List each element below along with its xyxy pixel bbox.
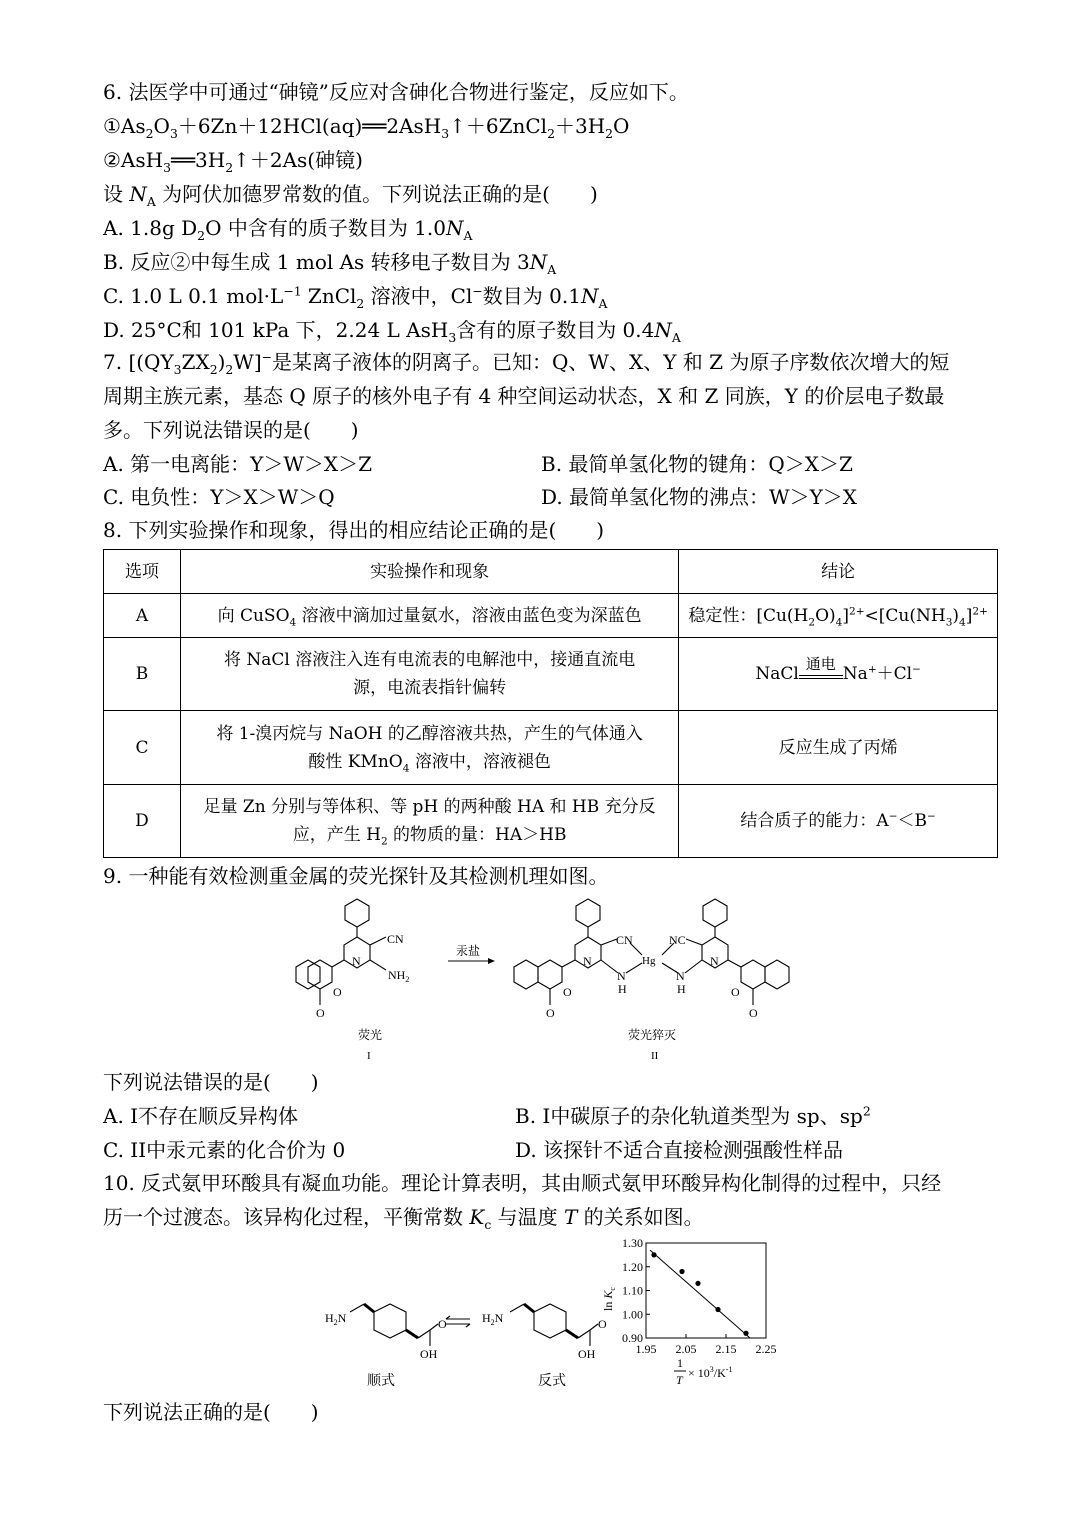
row-operation: 足量 Zn 分别与等体积、等 pH 的两种酸 HA 和 HB 充分反 应，产生 $H_2$ 的物质的量：HA＞HB (180, 785, 678, 858)
hg-label: Hg (642, 955, 656, 967)
x-tick-label: 2.15 (715, 1342, 737, 1356)
reagent-label: 汞盐 (456, 944, 481, 958)
q6-reaction-2: $②AsH_3══3H_2↑+2As$(砷镜) (103, 148, 363, 175)
data-point (743, 1331, 748, 1336)
arrow-head-icon (488, 958, 495, 964)
header-operation: 实验操作和现象 (180, 550, 678, 594)
plot-frame (646, 1243, 766, 1338)
caption-ii: II (651, 1050, 659, 1062)
y-tick-label: 0.90 (622, 1331, 643, 1345)
table-row (104, 785, 998, 858)
nc-label: NC (669, 933, 686, 947)
q7-option-d: D. 最简单氢化物的沸点：W＞Y＞X (541, 485, 858, 509)
q10-isomer-figure (320, 1290, 620, 1390)
q9-mechanism-figure (290, 893, 810, 1068)
h-label: H (618, 982, 627, 996)
q6-option-a: A. 1.8g $D_2O$ 中含有的质子数目为 $1.0N_A$ (103, 216, 473, 243)
header-option: 选项 (104, 550, 181, 594)
row-conclusion: 结合质子的能力：A−＜B− (679, 785, 998, 858)
oh-label: OH (578, 1347, 596, 1361)
y-tick-label: 1.20 (622, 1259, 643, 1274)
row-conclusion: 稳定性：$[Cu(H_2O)_4]^{2+}<[Cu(NH_3)_4]^{2+}$ (679, 594, 998, 638)
row-option: A (104, 594, 181, 638)
caption-quenched: 荧光猝灭 (628, 1028, 677, 1042)
q9-ask: 下列说法错误的是( ) (103, 1070, 319, 1094)
q6-option-c: C. 1.0 L 0.1 $mol\cdot L^{-1}$ ZnCl$_2$ 溶液中，Cl−数目为 $0.1N_A$ (103, 283, 608, 311)
o-label: O (438, 1317, 447, 1331)
q10-lnk-chart (590, 1235, 790, 1395)
row-option: D (104, 785, 181, 858)
q9-option-b: B. I中碳原子的杂化轨道类型为 sp、$sp^2$ (515, 1103, 871, 1128)
y-axis-label: $\ln K_c$ (601, 1287, 617, 1311)
q6-na-statement: 设 $N_A$ 为阿伏加德罗常数的值。下列说法正确的是( ) (103, 182, 598, 209)
row-operation: 将 NaCl 溶液注入连有电流表的电解池中，接通直流电 源，电流表指针偏转 (180, 638, 678, 711)
o-label: O (563, 985, 572, 999)
row-operation: 向 CuSO$_4$ 溶液中滴加过量氨水，溶液由蓝色变为深蓝色 (180, 594, 678, 638)
o-label: O (546, 1006, 555, 1020)
o-label: O (598, 1317, 607, 1331)
o-label: O (333, 985, 342, 999)
q7-stem-line-1: 7. $[(QY_3ZX_2)_2W]^-$是某离子液体的阴离子。已知：Q、W、X、Y 和 Z 为原子序数依次增大的短 (103, 349, 950, 377)
data-point (651, 1252, 656, 1257)
q6-stem: 6. 法医学中可通过“砷镜”反应对含砷化合物进行鉴定，反应如下。 (103, 80, 689, 104)
caption-fluorescence: 荧光 (358, 1028, 383, 1042)
x-tick-label: 1.95 (635, 1342, 657, 1356)
table-row (104, 711, 998, 785)
row-operation: 将 1-溴丙烷与 NaOH 的乙醇溶液共热，产生的气体通入 酸性 KMnO$_4$ 溶液中，溶液褪色 (180, 711, 678, 785)
x-axis-label (674, 1356, 732, 1387)
row-option: B (104, 638, 181, 711)
y-tick-label: 1.10 (622, 1283, 643, 1298)
q6-option-d: D. 25°C和 101 kPa 下，2.24 L AsH$_3$含有的原子数目为 $0.4N_A$ (103, 318, 681, 345)
h2n-label: $H_2N$ (325, 1311, 347, 1327)
data-point (679, 1269, 684, 1274)
y-tick-label: 1.00 (622, 1307, 643, 1322)
q8-stem: 8. 下列实验操作和现象，得出的相应结论正确的是( ) (103, 518, 605, 542)
fit-line (650, 1250, 750, 1338)
q7-option-b: B. 最简单氢化物的键角：Q＞X＞Z (541, 452, 853, 476)
header-conclusion: 结论 (679, 550, 998, 594)
q9-option-c: C. II中汞元素的化合价为 0 (103, 1138, 346, 1162)
x-tick-label: 2.05 (675, 1342, 697, 1356)
n-label: N (617, 969, 626, 983)
q10-ask: 下列说法正确的是( ) (103, 1400, 319, 1424)
q7-stem-line-3: 多。下列说法错误的是( ) (103, 418, 359, 442)
row-conclusion: 反应生成了丙烯 (679, 711, 998, 785)
oh-label: OH (420, 1347, 438, 1361)
row-option: C (104, 711, 181, 785)
q9-option-a: A. I不存在顺反异构体 (103, 1104, 299, 1128)
q10-stem-line-2: 历一个过渡态。该异构化过程，平衡常数 $K_c$ 与温度 T 的关系如图。 (103, 1205, 704, 1232)
q8-experiment-table (103, 549, 998, 858)
h-label: H (677, 982, 686, 996)
q7-stem-line-2: 周期主族元素，基态 Q 原子的核外电子有 4 种空间运动状态，X 和 Z 同族，Y 的价层电子数最 (103, 384, 945, 408)
data-point (695, 1281, 700, 1286)
cn-label: CN (616, 933, 633, 947)
cn-label: CN (387, 932, 404, 946)
q7-option-a: A. 第一电离能：Y＞W＞X＞Z (103, 452, 373, 476)
o-label: O (749, 1006, 758, 1020)
q9-stem: 9. 一种能有效检测重金属的荧光探针及其检测机理如图。 (103, 864, 609, 888)
n-label: N (710, 954, 719, 968)
trans-caption: 反式 (538, 1374, 566, 1389)
q9-option-d: D. 该探针不适合直接检测强酸性样品 (515, 1138, 844, 1162)
o-label: O (731, 985, 740, 999)
caption-i: I (367, 1050, 371, 1062)
svg-text:T: T (676, 1373, 683, 1387)
nh2-label: $NH_2$ (388, 968, 410, 984)
q6-option-b: B. 反应②中每生成 1 mol As 转移电子数目为 $3N_A$ (103, 250, 557, 277)
n-label: N (352, 954, 361, 968)
n-label: N (583, 954, 592, 968)
q7-option-c: C. 电负性：Y＞X＞W＞Q (103, 485, 335, 509)
q6-reaction-1: $①As_2O_3+6Zn+12HCl(aq)══2AsH_3↑+6ZnCl_2+3H_2O$ (103, 114, 630, 141)
cis-caption: 顺式 (367, 1374, 395, 1389)
table-row (104, 638, 998, 711)
table-header-row (104, 550, 998, 594)
x-tick-label: 2.25 (755, 1342, 777, 1356)
data-point (715, 1307, 720, 1312)
row-conclusion: NaCl 通电 Na+＋Cl− (679, 638, 998, 711)
svg-text:1: 1 (677, 1356, 683, 1370)
q10-stem-line-1: 10. 反式氨甲环酸具有凝血功能。理论计算表明，其由顺式氨甲环酸异构化制得的过程中，只经 (103, 1171, 942, 1195)
o-label: O (316, 1006, 325, 1020)
n-label: N (676, 969, 685, 983)
y-tick-label: 1.30 (622, 1236, 643, 1250)
table-row (104, 594, 998, 638)
h2n-label: $H_2N$ (482, 1311, 504, 1327)
svg-text:× 103/K-1: × $10^3/K^{-1}$ (688, 1365, 733, 1380)
